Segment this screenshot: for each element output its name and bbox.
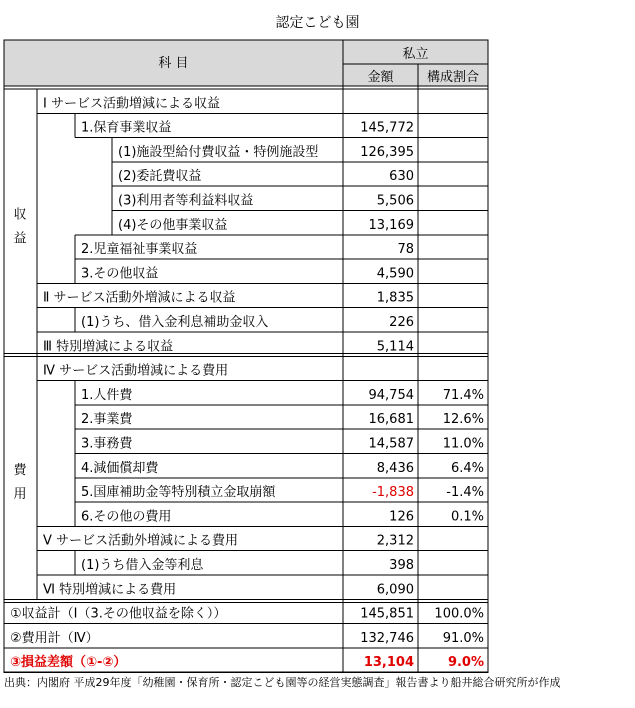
row-amount: 5,114 xyxy=(376,339,414,355)
side-label-income: 益 xyxy=(13,231,27,247)
row-label: 4.減価償却費 xyxy=(81,460,159,476)
row-amount: 4,590 xyxy=(376,266,414,282)
side-label-expense: 用 xyxy=(13,486,27,502)
side-label-expense: 費 xyxy=(13,462,27,478)
row-amount: 13,169 xyxy=(368,217,414,233)
row-label: (1)施設型給付費収益・特例施設型 xyxy=(118,144,319,160)
row-label: Ⅱ サービス活動外増減による収益 xyxy=(43,290,236,306)
row-ratio: 11.0% xyxy=(442,436,484,452)
row-amount: 78 xyxy=(397,242,414,258)
row-label: 6.その他の費用 xyxy=(81,509,172,525)
row-amount: 630 xyxy=(389,169,414,185)
row-label: (3)利用者等利益料収益 xyxy=(118,193,254,209)
row-ratio: 91.0% xyxy=(442,630,484,646)
row-label: (4)その他事業収益 xyxy=(118,217,228,233)
row-amount: 145,851 xyxy=(360,606,414,622)
row-amount: 145,772 xyxy=(360,120,414,136)
row-label: Ⅰ サービス活動増減による収益 xyxy=(43,96,220,112)
row-label: (1)うち、借入金利息補助金収入 xyxy=(81,315,269,330)
row-amount: 14,587 xyxy=(368,436,414,452)
table-title: 認定こども園 xyxy=(275,15,360,31)
row-amount: 226 xyxy=(389,315,414,330)
row-amount: 5,506 xyxy=(376,193,414,209)
header-group: 私立 xyxy=(402,47,429,62)
row-label: (1)うち借入金等利息 xyxy=(81,558,204,573)
row-label: ③損益差額（①-②） xyxy=(10,655,127,671)
row-ratio: 0.1% xyxy=(450,509,484,525)
row-label: Ⅴ サービス活動外増減による費用 xyxy=(43,533,239,549)
row-label: ①収益計（Ⅰ（3.その他収益を除く）） xyxy=(10,606,227,622)
row-label: Ⅳ サービス活動増減による費用 xyxy=(43,363,229,379)
row-amount: 6,090 xyxy=(376,582,414,598)
row-amount: 8,436 xyxy=(376,460,414,476)
row-amount: 13,104 xyxy=(363,655,414,671)
row-label: ②費用計（Ⅳ） xyxy=(10,630,99,646)
row-amount: 2,312 xyxy=(376,533,414,549)
row-amount: 126 xyxy=(389,509,414,525)
row-amount: 94,754 xyxy=(368,387,414,403)
row-label: 1.人件費 xyxy=(81,387,133,403)
row-label: 2.事業費 xyxy=(81,412,133,428)
source-note: 出典：内閣府 平成29年度「幼稚園・保育所・認定こども園等の経営実態調査」報告書より船井総合研究所が作成 xyxy=(4,676,561,689)
row-amount: 398 xyxy=(389,558,414,573)
row-label: Ⅲ 特別増減による収益 xyxy=(43,339,174,355)
side-label-income: 収 xyxy=(13,207,27,223)
row-label: 1.保育事業収益 xyxy=(81,120,172,136)
row-amount: 1,835 xyxy=(376,290,414,306)
row-ratio: 12.6% xyxy=(442,412,484,428)
row-amount: 132,746 xyxy=(360,630,414,646)
row-label: 3.事務費 xyxy=(81,436,133,452)
row-ratio: 71.4% xyxy=(442,387,484,403)
row-label: (2)委託費収益 xyxy=(118,169,202,185)
row-label: 3.その他収益 xyxy=(81,266,159,282)
header-amount: 金額 xyxy=(367,70,394,85)
header-subject: 科 目 xyxy=(158,56,189,71)
header-ratio: 構成割合 xyxy=(426,70,480,85)
row-label: 2.児童福祉事業収益 xyxy=(81,242,198,258)
row-ratio: -1.4% xyxy=(446,485,484,501)
row-amount: 126,395 xyxy=(360,144,414,160)
row-ratio: 100.0% xyxy=(434,606,484,622)
row-label: Ⅵ 特別増減による費用 xyxy=(43,582,177,598)
row-amount: -1,838 xyxy=(372,485,414,501)
row-ratio: 9.0% xyxy=(447,655,484,671)
row-label: 5.国庫補助金等特別積立金取崩額 xyxy=(81,485,276,501)
row-ratio: 6.4% xyxy=(450,460,484,476)
row-amount: 16,681 xyxy=(368,412,414,428)
